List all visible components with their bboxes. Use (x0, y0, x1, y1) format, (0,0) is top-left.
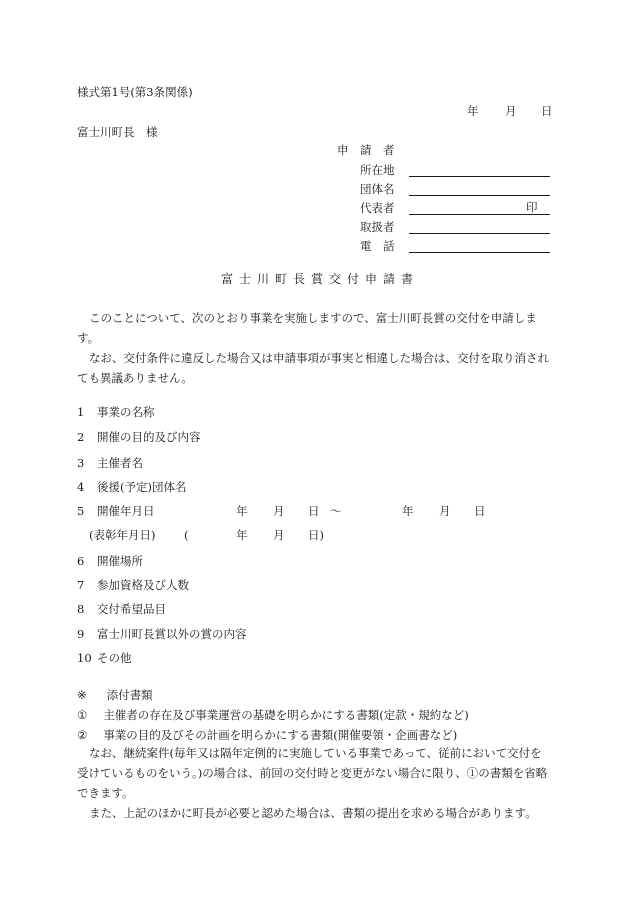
attachment-text: 事業の目的及びその計画を明らかにする書類(開催要領・企画書など) (103, 728, 458, 742)
item-1 (77, 404, 155, 420)
org-name-label: 団体名 (360, 182, 395, 196)
address-label: 所在地 (360, 163, 395, 177)
item-label: 事業の名称 (97, 405, 155, 419)
date-month-label: 月 (505, 104, 517, 118)
item-8 (77, 601, 166, 617)
item-number: 8 (77, 602, 85, 616)
award-open-paren: ( (184, 528, 189, 542)
item-label: 後援(予定)団体名 (97, 480, 187, 494)
attachment-text: 主催者の存在及び事業運営の基礎を明らかにする書類(定款・規約など) (103, 708, 469, 722)
address-field[interactable] (409, 176, 550, 177)
item-label: 交付希望品目 (97, 602, 166, 616)
attachment-1 (77, 707, 469, 723)
item-label: 参加資格及び人数 (97, 578, 189, 592)
addressee: 富士川町長 様 (77, 125, 158, 139)
handler-field[interactable] (409, 233, 550, 234)
handler-label: 取扱者 (360, 220, 395, 234)
item-number: 2 (77, 430, 85, 444)
item-10 (77, 650, 132, 666)
item-4 (77, 479, 186, 495)
attachment-2 (77, 727, 457, 743)
item-label: 開催年月日 (97, 504, 155, 518)
attachment-mark: ① (77, 708, 88, 722)
item-5 (77, 503, 155, 519)
period-tilde: ～ (330, 504, 342, 518)
item-number: 3 (77, 456, 85, 470)
award-day-close: 日) (308, 528, 324, 542)
period-start-month: 月 (273, 504, 285, 518)
item-9 (77, 626, 247, 642)
item-label: 開催の目的及び内容 (97, 430, 201, 444)
item-6 (77, 553, 143, 569)
item-label: 富士川町長賞以外の賞の内容 (97, 627, 247, 641)
attachments-heading (77, 687, 153, 703)
representative-label: 代表者 (360, 201, 395, 215)
body-paragraph-2: なお、交付条件に違反した場合又は申請事項が事実と相違した場合は、交付を取り消されても異議ありません。 (77, 351, 549, 385)
award-month: 月 (273, 528, 285, 542)
phone-label: 電 話 (360, 239, 395, 253)
award-date-label: (表彰年月日) (89, 528, 156, 542)
period-end-day: 日 (474, 504, 486, 518)
attachment-note-1: なお、継続案件(毎年又は隔年定例的に実施している事業であって、従前において交付を受けているものをいう。)の場合は、前回の交付時と変更がない場合に限り、①の書類を省略できます。 (77, 746, 548, 800)
item-number: 9 (77, 627, 85, 641)
date-year-label: 年 (467, 104, 479, 118)
document-title: 富士川町長賞交付申請書 (221, 272, 420, 286)
org-name-field[interactable] (409, 195, 550, 196)
phone-field[interactable] (409, 252, 550, 253)
item-number: 7 (77, 578, 85, 592)
period-start-year: 年 (236, 504, 248, 518)
attachment-mark: ② (77, 728, 88, 742)
attachments-title: 添付書類 (106, 688, 153, 702)
item-number: 10 (77, 651, 92, 665)
item-number: 4 (77, 480, 85, 494)
seal-mark: 印 (526, 200, 538, 214)
item-label: その他 (97, 651, 132, 665)
period-end-year: 年 (402, 504, 414, 518)
item-label: 開催場所 (97, 554, 143, 568)
form-label: 様式第1号(第3条関係) (77, 85, 193, 99)
item-number: 1 (77, 405, 85, 419)
period-start-day: 日 (308, 504, 320, 518)
body-paragraph-1: このことについて、次のとおり事業を実施しますので、富士川町長賞の交付を申請します。 (77, 311, 537, 345)
item-3 (77, 455, 143, 471)
note-mark: ※ (77, 688, 87, 702)
award-year: 年 (236, 528, 248, 542)
period-end-month: 月 (439, 504, 451, 518)
item-7 (77, 577, 189, 593)
item-number: 5 (77, 504, 85, 518)
item-number: 6 (77, 554, 85, 568)
applicant-heading: 申 請 者 (337, 143, 395, 157)
item-label: 主催者名 (97, 456, 143, 470)
item-2 (77, 429, 201, 445)
date-day-label: 日 (541, 104, 553, 118)
attachment-note-2: また、上記のほかに町長が必要と認めた場合は、書類の提出を求める場合があります。 (89, 806, 537, 820)
